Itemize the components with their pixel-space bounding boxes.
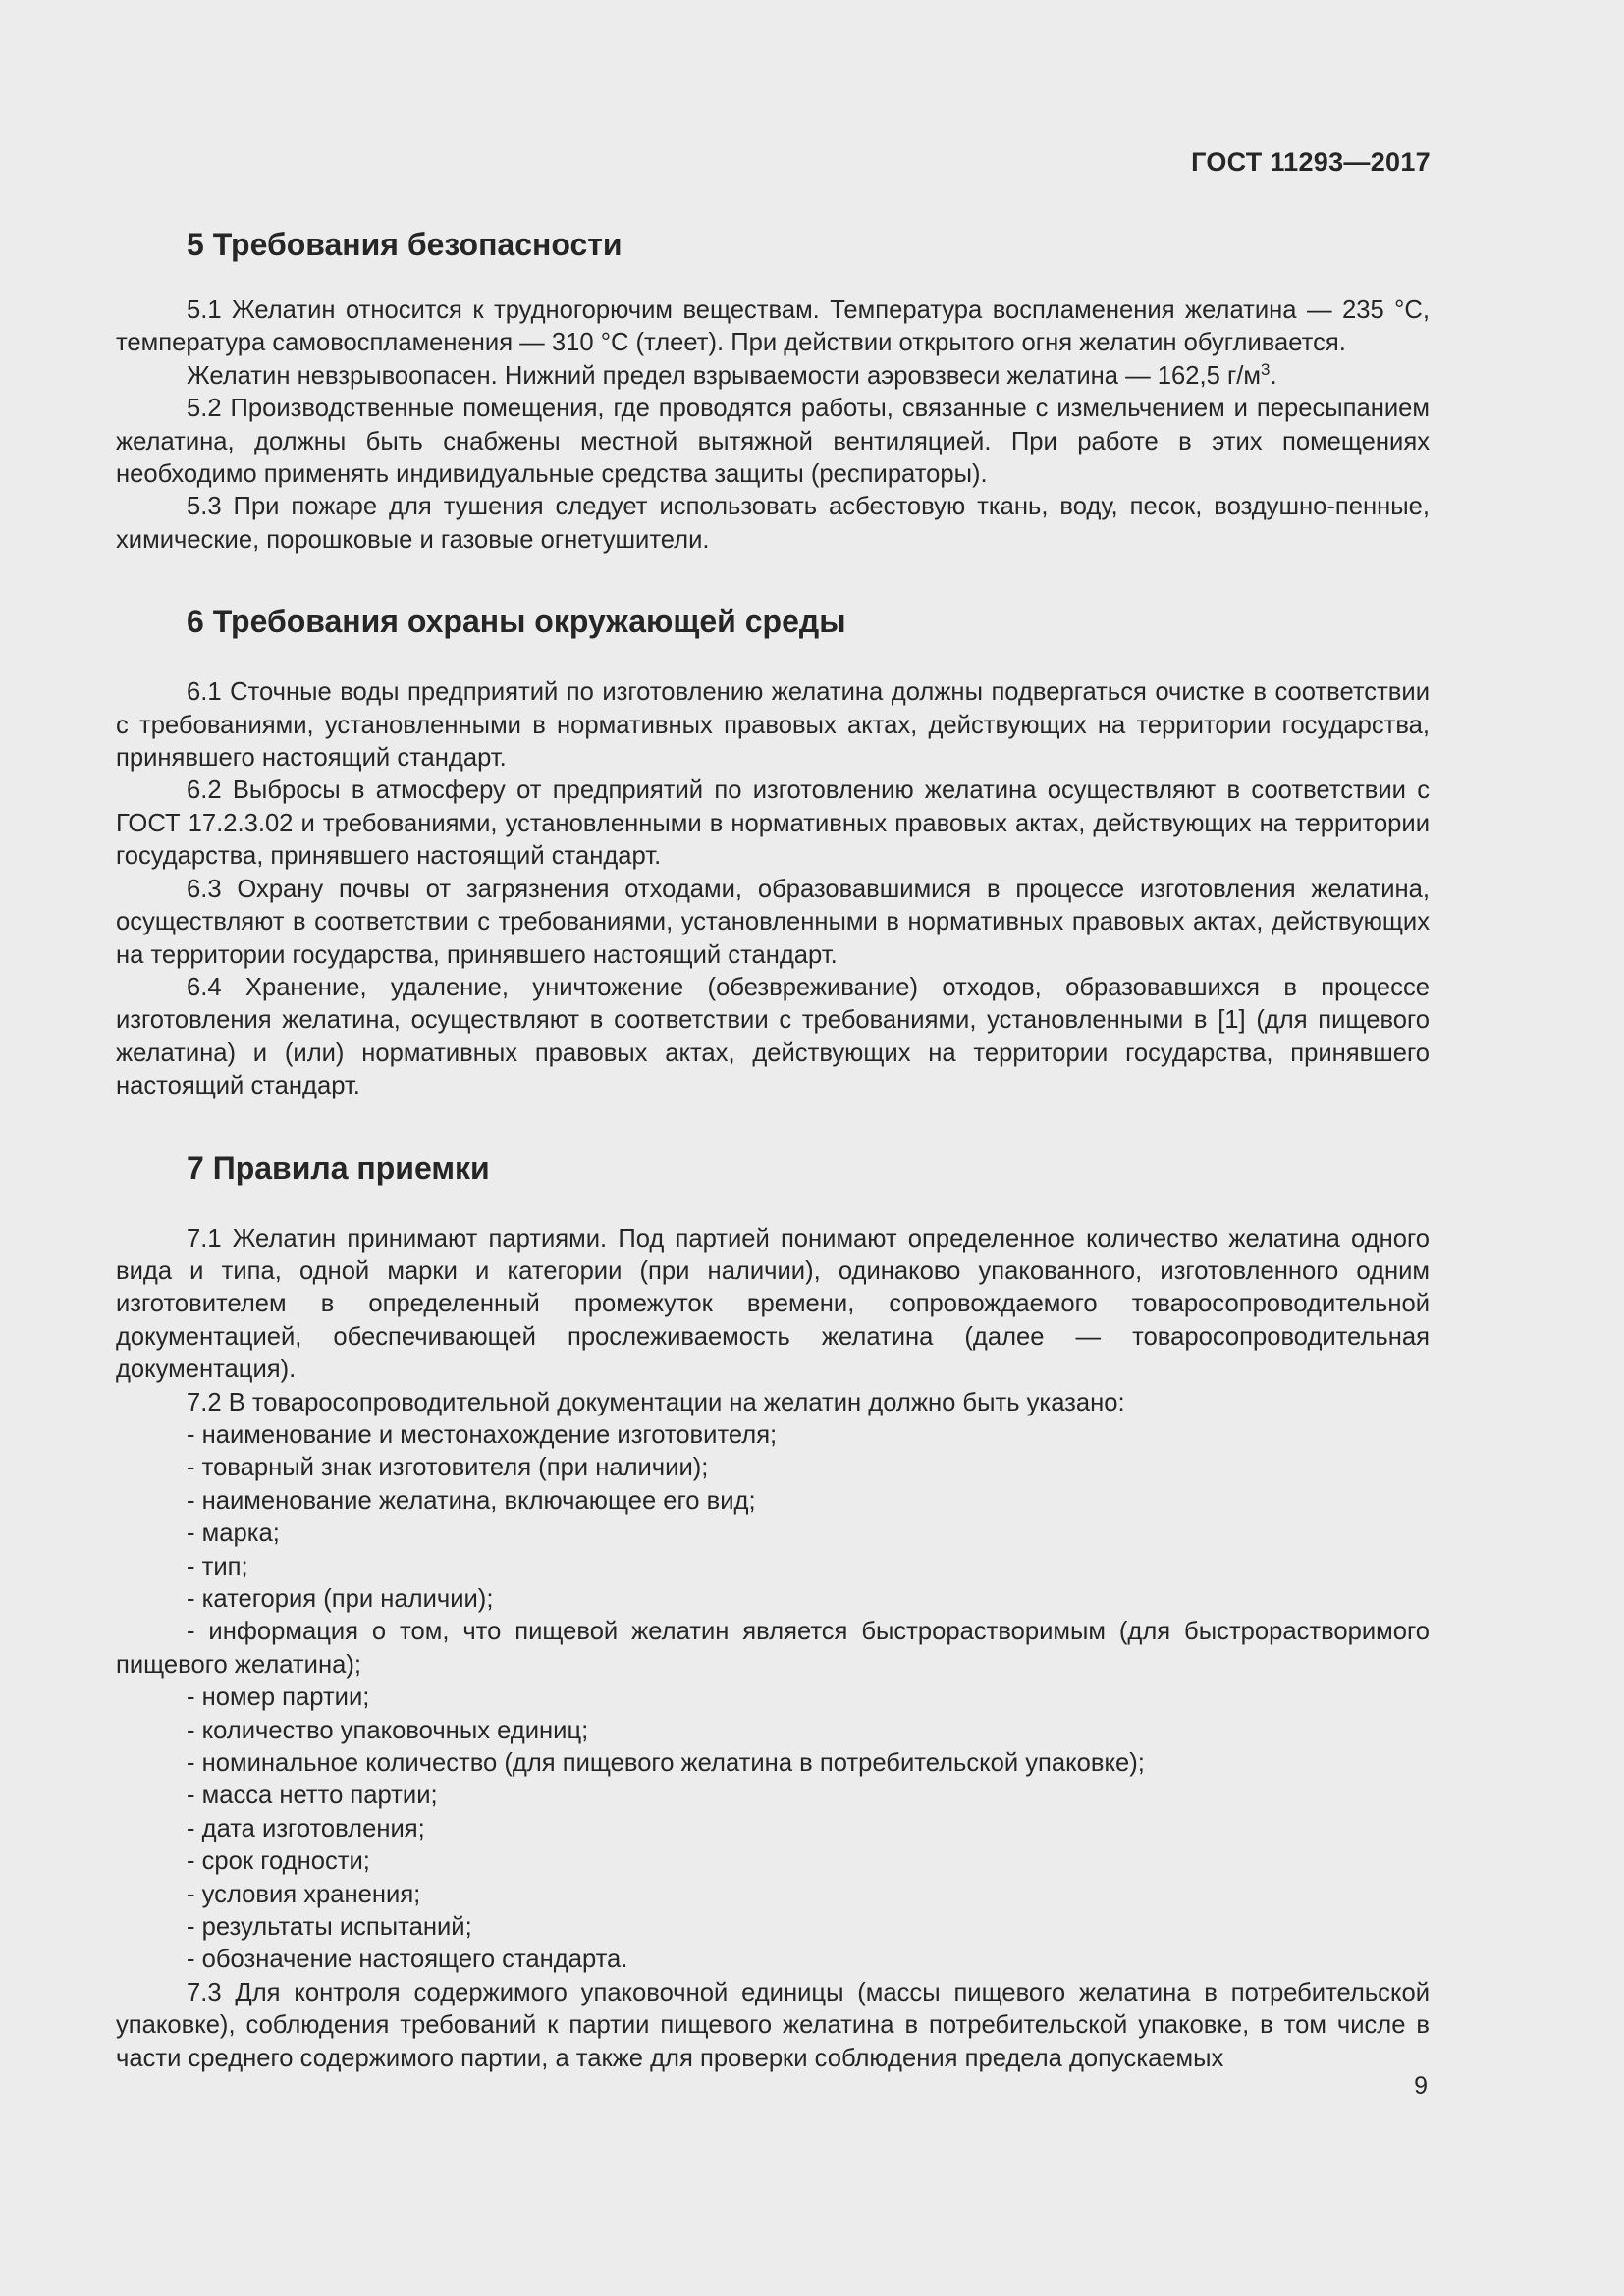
explosion-end: . [1270,361,1277,390]
paragraph-7-2: 7.2 В товаросопроводительной документации на желатин должно быть указано: [187,1388,1125,1416]
list-item: - номинальное количество (для пищевого желатина в потребительской упаковке); [187,1749,1145,1778]
section-6-title: 6 Требования охраны окружающей среды [187,604,846,640]
list-item: - информация о том, что пищевой желатин является быстрорастворимым (для быстрорастворимого пищевого желатина); [116,1618,1430,1679]
paragraph-6-1: 6.1 Сточные воды предприятий по изготовлению желатина должны подвергаться очистке в соответствии с требованиями, установленными в нормативных правовых актах, действующих на территории государства, принявшего настоящий стандарт. [116,678,1430,773]
paragraph-5-3: 5.3 При пожаре для тушения следует использовать асбестовую ткань, воду, песок, воздушно-пенные, химические, порошковые и газовые огнетушители. [116,493,1430,554]
paragraph-6-2: 6.2 Выбросы в атмосферу от предприятий по изготовлению желатина осуществляют в соответствии с ГОСТ 17.2.3.02 и требованиями, установленными в нормативных правовых актах, действующих на территории государства, принявшего настоящий стандарт. [116,776,1430,871]
list-item: - дата изготовления; [187,1814,425,1842]
paragraph-5-2: 5.2 Производственные помещения, где проводятся работы, связанные с измельчением и пересыпанием желатина, должны быть снабжены местной вытяжной вентиляцией. При работе в этих помещениях необходимо применять индивидуальные средства защиты (респираторы). [116,395,1430,489]
section-5-title: 5 Требования безопасности [187,227,623,262]
list-item: - наименование и местонахождение изготовителя; [187,1420,778,1449]
list-item: - марка; [187,1520,280,1548]
paragraph-7-3: 7.3 Для контроля содержимого упаковочной единицы (массы пищевого желатина в потребительской упаковке), соблюдения требований к партии пищевого желатина в потребительской упаковке, в том числе в части среднего содержимого партии, а также для проверки соблюдения предела допускаемых [116,1978,1430,2072]
document-code: ГОСТ 11293—2017 [1191,147,1431,177]
list-item: - наименование желатина, включающее его вид; [187,1486,756,1515]
list-item: - номер партии; [187,1683,370,1712]
section-7-title: 7 Правила приемки [187,1149,490,1186]
list-item: - обозначение настоящего стандарта. [187,1946,628,1974]
list-item: - количество упаковочных единиц; [187,1716,589,1744]
list-item: - условия хранения; [187,1880,421,1908]
page-number: 9 [1414,2072,1428,2100]
list-item: - категория (при наличии); [187,1585,494,1613]
paragraph-6-4: 6.4 Хранение, удаление, уничтожение (обезвреживание) отходов, образовавшихся в процессе изготовления желатина, осуществляют в соответствии с требованиями, установленными в [1] (для пищевого желатина) и (или) нормативных правовых актах, действующих на территории государства, принявшего настоящий стандарт. [116,973,1430,1100]
list-item: - товарный знак изготовителя (при наличии); [187,1454,709,1482]
paragraph-5-1: 5.1 Желатин относится к трудногорючим веществам. Температура воспламенения желатина — 235 °С, температура самовоспламенения — 310 °С (тлеет). При действии открытого огня желатин обугливается. [116,296,1430,357]
paragraph-5-1-explosion [116,360,1430,393]
paragraph-7-1: 7.1 Желатин принимают партиями. Под партией понимают определенное количество желатина одного вида и типа, одной марки и категории (при наличии), одинаково упакованного, изготовленного одним изготовителем в определенный промежуток времени, сопровождаемого товаросопроводительной документацией, обеспечивающей прослеживаемость желатина (далее — товаросопроводительная документация). [116,1224,1430,1384]
explosion-text: Желатин невзрывоопасен. Нижний предел взрываемости аэровзвеси желатина — 162,5 г/м [187,361,1262,390]
list-item: - срок годности; [187,1847,370,1876]
superscript-3: 3 [1261,359,1271,379]
list-item: - результаты испытаний; [187,1913,472,1942]
list-item: - тип; [187,1552,248,1580]
paragraph-6-3: 6.3 Охрану почвы от загрязнения отходами, образовавшимися в процессе изготовления желатина, осуществляют в соответствии с требованиями, установленными в нормативных правовых актах, действующих на территории государства, принявшего настоящий стандарт. [116,875,1430,969]
list-item: - масса нетто партии; [187,1782,438,1810]
page-content [116,221,1430,2075]
